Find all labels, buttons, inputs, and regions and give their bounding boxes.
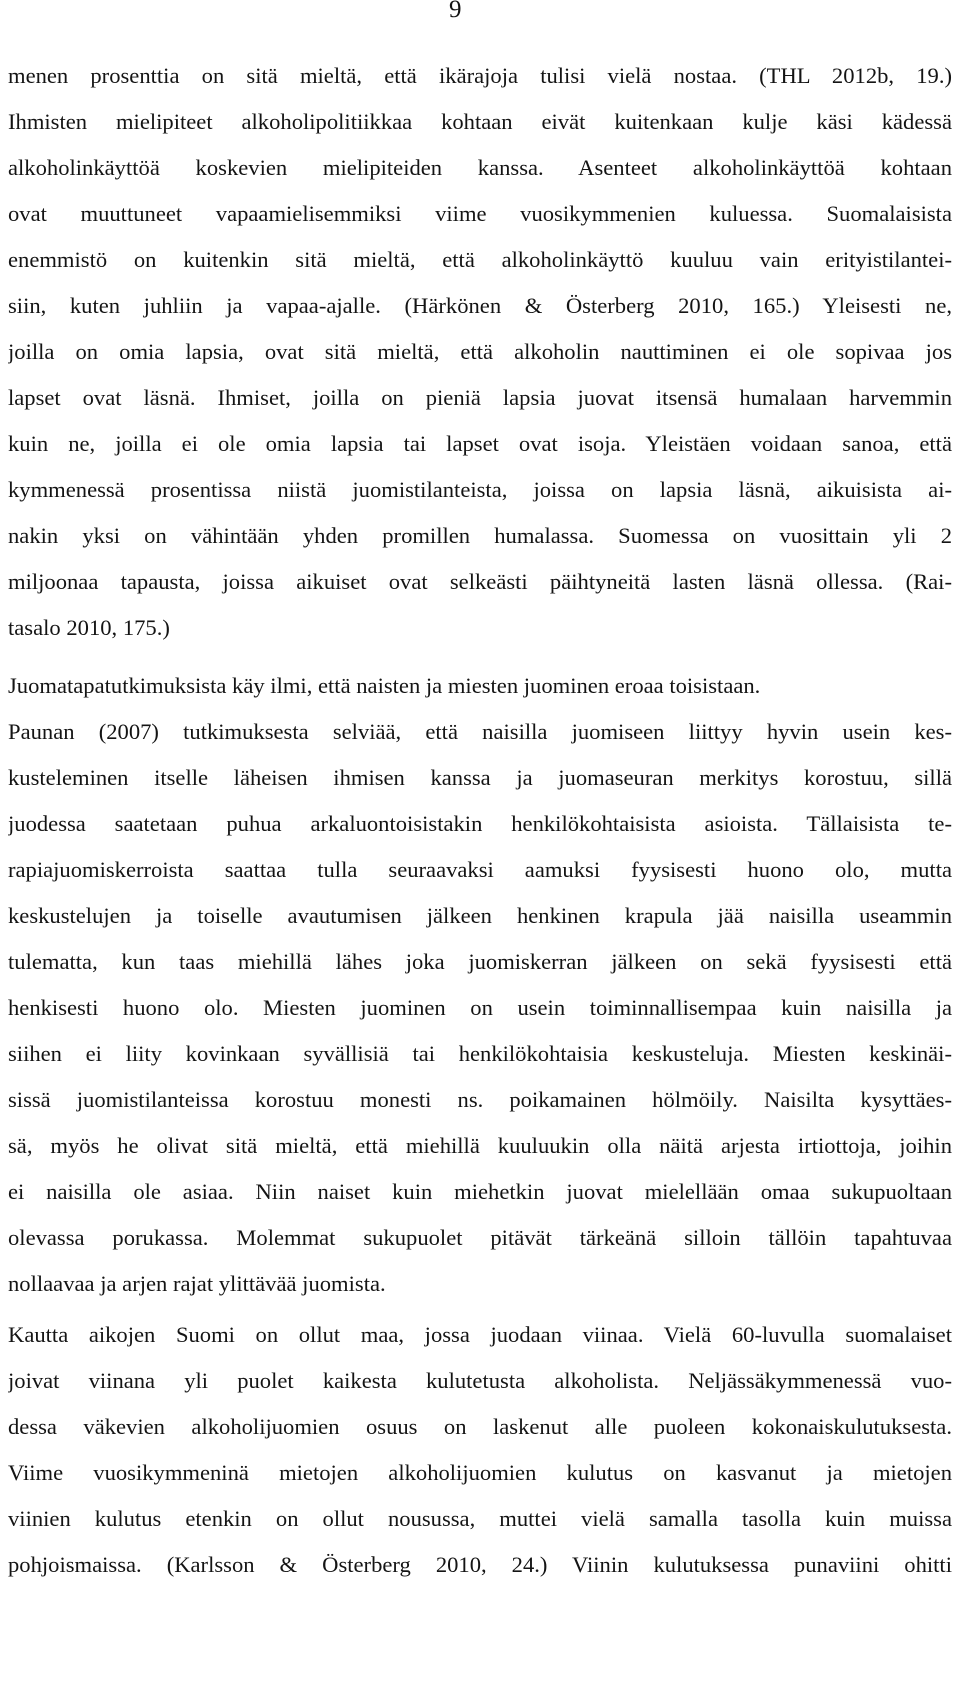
text-line: Ihmisten mielipiteet alkoholipolitiikkaa kohtaan eivät kuitenkaan kulje käsi kädessä [8,109,952,134]
text-line: Juomatapatutkimuksista käy ilmi, että naisten ja miesten juominen eroaa toisistaan. [8,673,761,698]
text-line: henkisesti huono olo. Miesten juominen on usein toiminnallisempaa kuin naisilla ja [8,995,952,1020]
text-line: dessa väkevien alkoholijuomien osuus on laskenut alle puoleen kokonaiskulutuksesta. [8,1414,952,1439]
text-line: siihen ei liity kovinkaan syvällisiä tai henkilökohtaisia keskusteluja. Miesten keskinäi- [8,1041,952,1066]
text-line: Viime vuosikymmeninä mietojen alkoholijuomien kulutus on kasvanut ja mietojen [8,1460,952,1485]
text-line: joilla on omia lapsia, ovat sitä mieltä, että alkoholin nauttiminen ei ole sopivaa jos [8,339,952,364]
text-line: joivat viinana yli puolet kaikesta kulutetusta alkoholista. Neljässäkymmenessä vuo- [8,1368,952,1393]
text-line: alkoholinkäyttöä koskevien mielipiteiden kanssa. Asenteet alkoholinkäyttöä kohtaan [8,155,952,180]
text-line: tulematta, kun taas miehillä lähes joka juomiskerran jälkeen on sekä fyysisesti että [8,949,952,974]
text-line: miljoonaa tapausta, joissa aikuiset ovat selkeästi päihtyneitä lasten läsnä ollessa. (Rai- [8,569,952,594]
text-line: Paunan (2007) tutkimuksesta selviää, että naisilla juomiseen liittyy hyvin usein kes- [8,719,952,744]
text-line: juodessa saatetaan puhua arkaluontoisistakin henkilökohtaisista asioista. Tällaisista te- [8,811,952,836]
text-line: nakin yksi on vähintään yhden promillen humalassa. Suomessa on vuosittain yli 2 [8,523,952,548]
text-line: rapiajuomiskerroista saattaa tulla seuraavaksi aamuksi fyysisesti huono olo, mutta [8,857,952,882]
text-line: tasalo 2010, 175.) [8,615,170,640]
text-line: pohjoismaissa. (Karlsson & Österberg 2010, 24.) Viinin kulutuksessa punaviini ohitti [8,1552,952,1577]
text-line: nollaavaa ja arjen rajat ylittävää juomista. [8,1271,386,1296]
text-line: siin, kuten juhliin ja vapaa-ajalle. (Härkönen & Österberg 2010, 165.) Yleisesti ne, [8,293,952,318]
text-line: olevassa porukassa. Molemmat sukupuolet pitävät tärkeänä silloin tällöin tapahtuvaa [8,1225,952,1250]
text-line: sissä juomistilanteissa korostuu monesti ns. poikamainen hölmöily. Naisilta kysyttäes- [8,1087,952,1112]
text-line: menen prosenttia on sitä mieltä, että ikärajoja tulisi vielä nostaa. (THL 2012b, 19.) [8,63,952,88]
text-line: viinien kulutus etenkin on ollut nousussa, muttei vielä samalla tasolla kuin muissa [8,1506,952,1531]
page-number: 9 [449,0,462,23]
text-line: kymmenessä prosentissa niistä juomistilanteista, joissa on lapsia läsnä, aikuisista ai- [8,477,952,502]
text-line: kuin ne, joilla ei ole omia lapsia tai lapset ovat isoja. Yleistäen voidaan sanoa, että [8,431,952,456]
text-line: ei naisilla ole asiaa. Niin naiset kuin miehetkin juovat mielellään omaa sukupuoltaan [8,1179,952,1204]
text-line: ovat muuttuneet vapaamielisemmiksi viime vuosikymmenien kuluessa. Suomalaisista [8,201,952,226]
text-line: Kautta aikojen Suomi on ollut maa, jossa juodaan viinaa. Vielä 60-luvulla suomalaiset [8,1322,952,1347]
text-line: sä, myös he olivat sitä mieltä, että miehillä kuuluukin olla näitä arjesta irtiottoja, joihin [8,1133,952,1158]
text-line: lapset ovat läsnä. Ihmiset, joilla on pieniä lapsia juovat itsensä humalaan harvemmin [8,385,952,410]
text-line: kusteleminen itselle läheisen ihmisen kanssa ja juomaseuran merkitys korostuu, sillä [8,765,952,790]
text-line: enemmistö on kuitenkin sitä mieltä, että alkoholinkäyttö kuuluu vain erityistilantei- [8,247,952,272]
text-line: keskustelujen ja toiselle avautumisen jälkeen henkinen krapula jää naisilla useammin [8,903,952,928]
